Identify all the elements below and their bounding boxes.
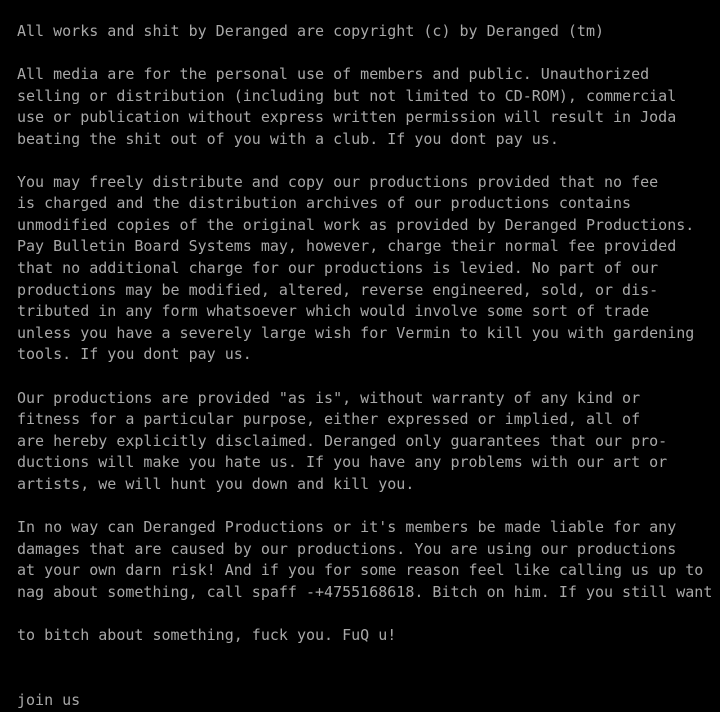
text-line: to bitch about something, fuck you. FuQ u! <box>17 626 397 644</box>
text-line: artists, we will hunt you down and kill you. <box>17 475 415 493</box>
text-line: You may freely distribute and copy our productions provided that no fee <box>17 173 659 191</box>
text-line: at your own darn risk! And if you for some reason feel like calling us up to <box>17 561 704 579</box>
text-line: All works and shit by Deranged are copyright (c) by Deranged (tm) <box>17 22 604 40</box>
text-line: tributed in any form whatsoever which would involve some sort of trade <box>17 302 650 320</box>
text-line: fitness for a particular purpose, either expressed or implied, all of <box>17 410 641 428</box>
text-line: damages that are caused by our productions. You are using our productions <box>17 540 677 558</box>
text-line: that no additional charge for our productions is levied. No part of our <box>17 259 659 277</box>
text-line: nag about something, call spaff -+4755168618. Bitch on him. If you still want <box>17 583 713 601</box>
text-line: tools. If you dont pay us. <box>17 345 252 363</box>
join-us-text: join us <box>17 691 81 709</box>
text-line: Our productions are provided "as is", without warranty of any kind or <box>17 389 641 407</box>
text-line: In no way can Deranged Productions or it's members be made liable for any <box>17 518 677 536</box>
text-line: ductions will make you hate us. If you have any problems with our art or <box>17 453 668 471</box>
text-line: are hereby explicitly disclaimed. Deranged only guarantees that our pro- <box>17 432 668 450</box>
text-line: Pay Bulletin Board Systems may, however, charge their normal fee provided <box>17 237 677 255</box>
text-line: use or publication without express written permission will result in Joda <box>17 108 677 126</box>
text-line: unless you have a severely large wish for Vermin to kill you with gardening <box>17 324 695 342</box>
text-line: productions may be modified, altered, reverse engineered, sold, or dis- <box>17 281 659 299</box>
text-line: unmodified copies of the original work as provided by Deranged Productions. <box>17 216 695 234</box>
text-line: is charged and the distribution archives of our productions contains <box>17 194 632 212</box>
text-line: selling or distribution (including but not limited to CD-ROM), commercial <box>17 87 677 105</box>
text-line: All media are for the personal use of members and public. Unauthorized <box>17 65 650 83</box>
text-line: beating the shit out of you with a club. If you dont pay us. <box>17 130 559 148</box>
